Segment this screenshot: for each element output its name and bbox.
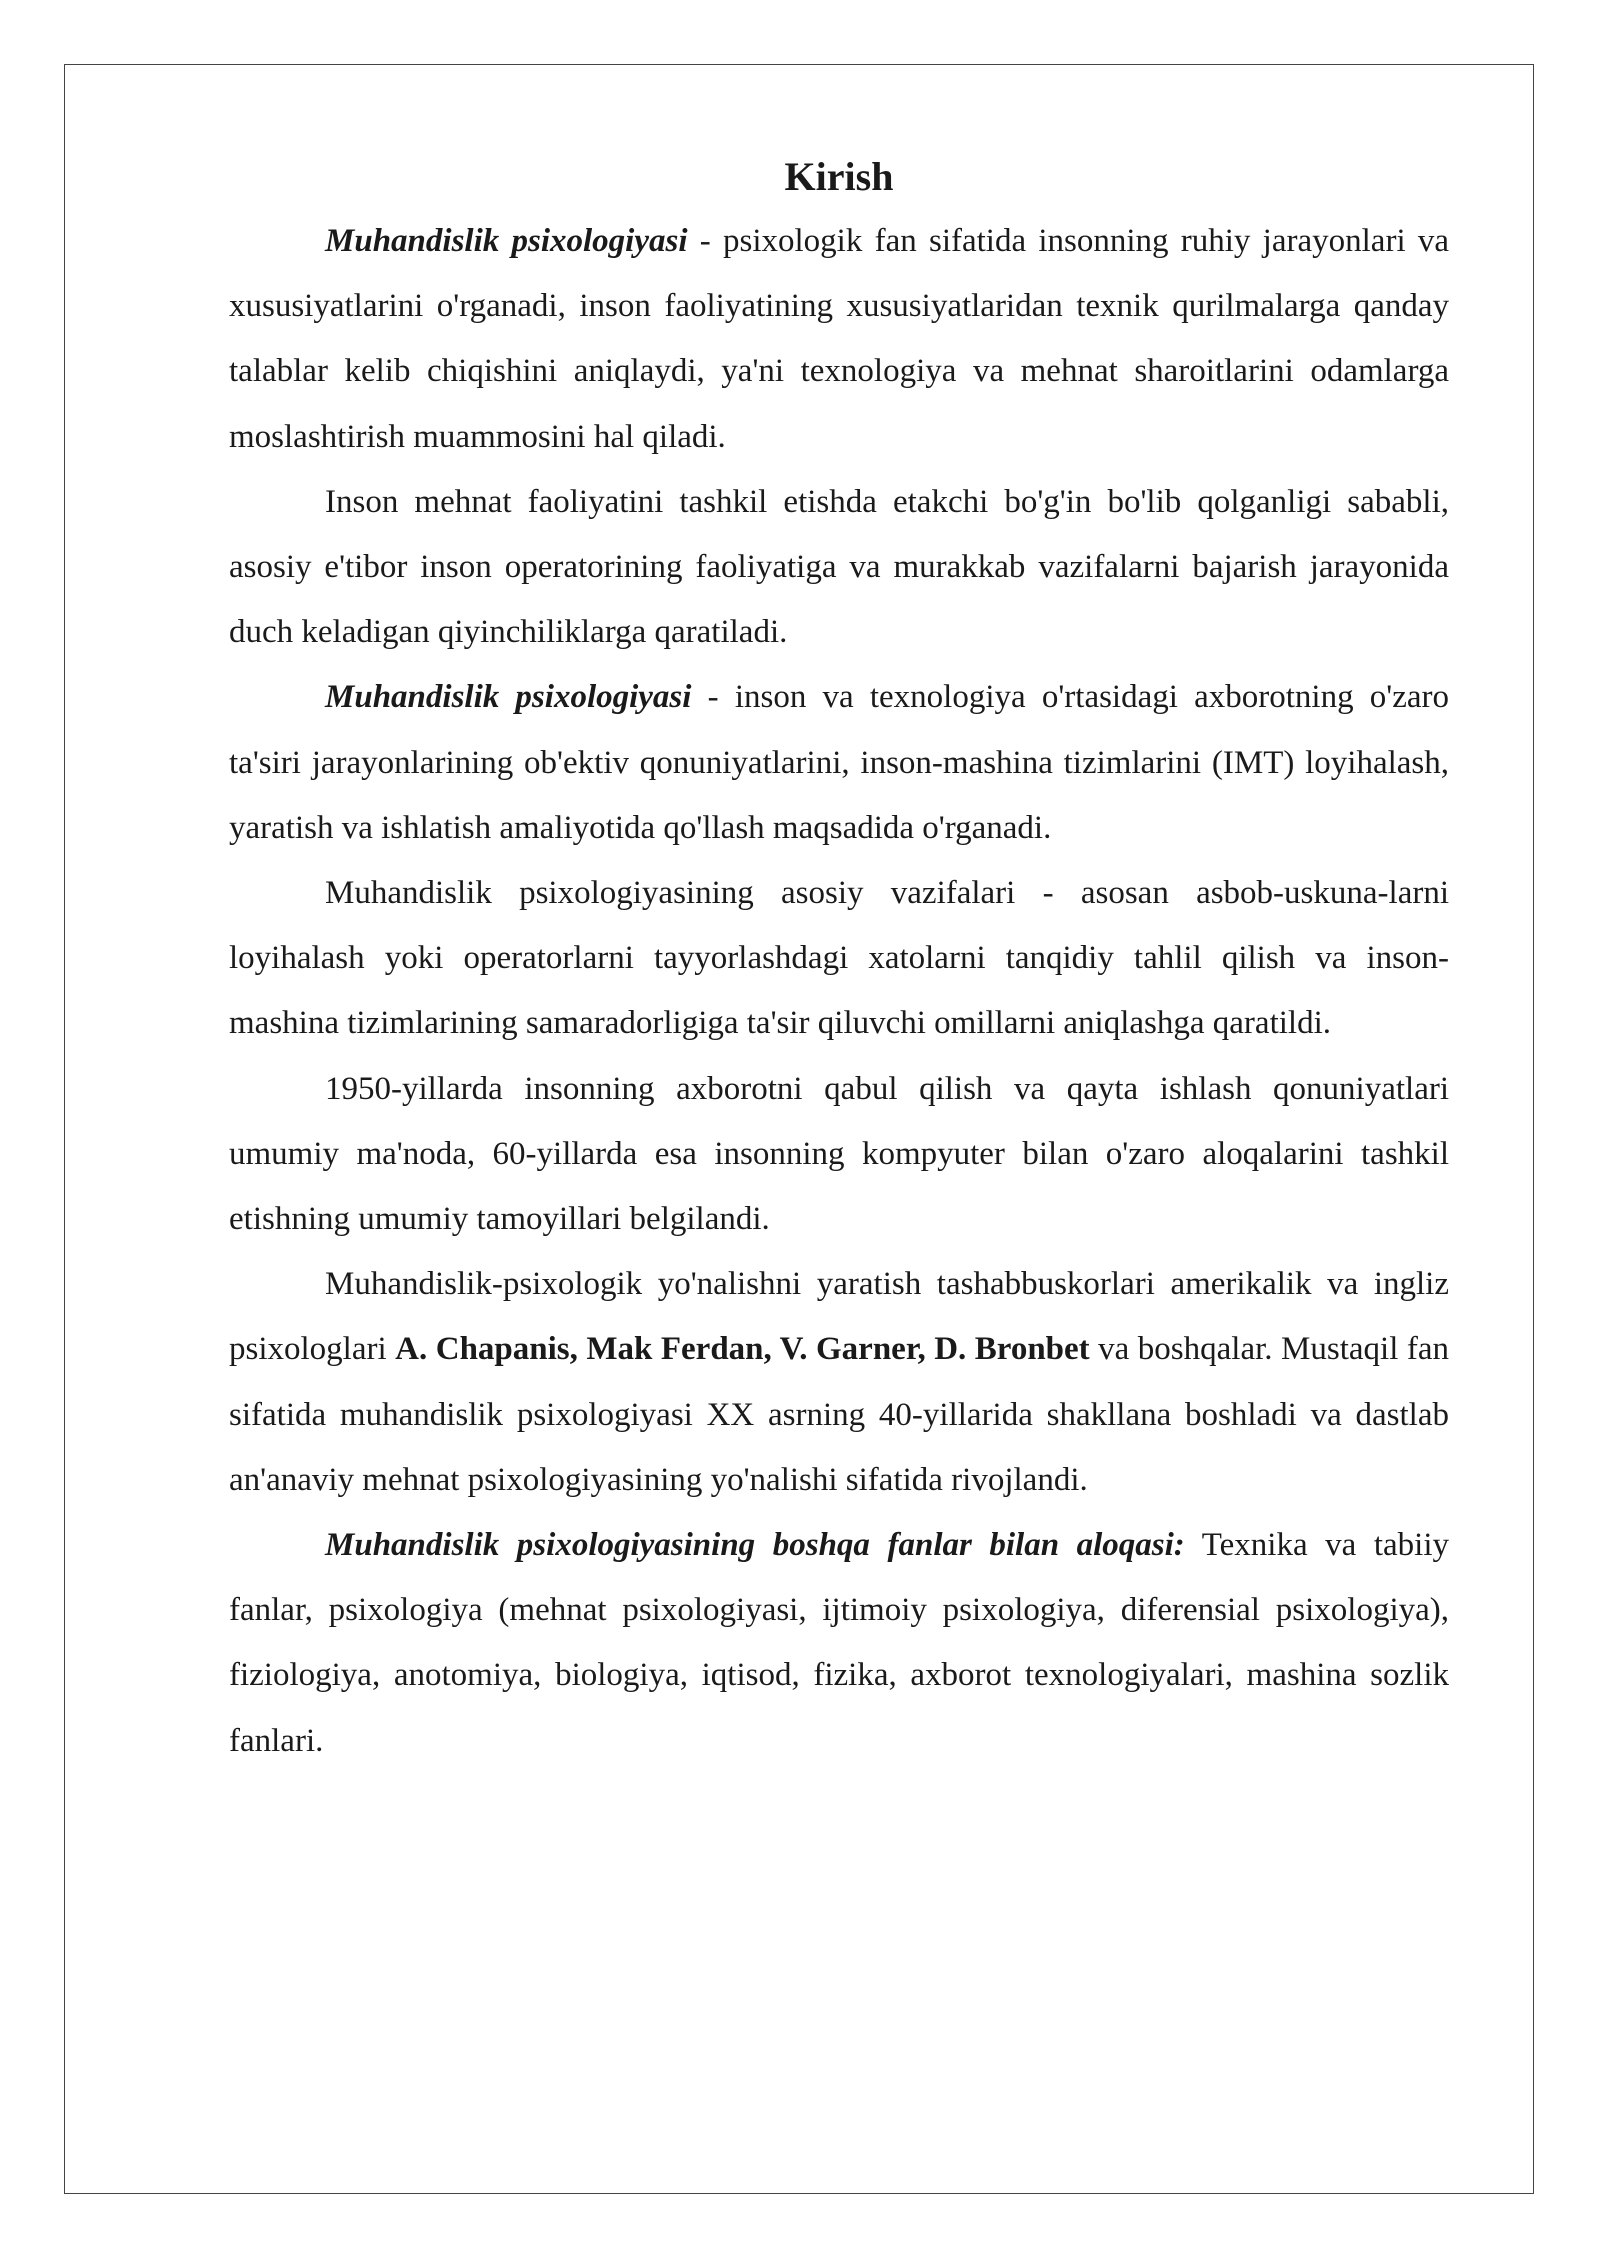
paragraph-text: - inson va texnologiya o'rtasidagi axborotning o'zaro ta'siri jarayonlarining ob'ektiv qonuniyatlarini, inson-mashina tizimlarini (IMT) loyihalash, yaratish va ishlatish amaliyotida qo'llash maqsadida o'rganadi. (229, 679, 1449, 846)
paragraph-text: Texnika va tabiiy fanlar, psixologiya (mehnat psixologiyasi, ijtimoiy psixologiya, diferensial psixologiya), fiziologiya, anotomiya, biologiya, iqtisod, fizika, axborot texnologiyalari, mashina sozlik fanlari. (229, 1527, 1449, 1759)
term-bold-italic: Muhandislik psixologiyasining boshqa fanlar bilan aloqasi: (325, 1527, 1185, 1564)
paragraph-7 (229, 1513, 1449, 1774)
paragraph-4: Muhandislik psixologiyasining asosiy vazifalari - asosan asbob-uskuna-larni loyihalash yoki operatorlarni tayyorlashdagi xatolarni tanqidiy tahlil qilish va inson-mashina tizimlarining samaradorligiga ta'sir qiluvchi omillarni aniqlashga qaratildi. (229, 875, 1449, 1042)
paragraph-6 (229, 1252, 1449, 1513)
author-names: A. Chapanis, Mak Ferdan, V. Garner, D. Bronbet (395, 1331, 1090, 1368)
paragraph-text: va boshqalar. Mustaqil fan sifatida muhandislik psixologiyasi XX asrning 40-yillarida shakllana boshladi va dastlab an'anaviy mehnat psixologiyasining yo'nalishi sifatida rivojlandi. (229, 1331, 1449, 1498)
paragraph-5: 1950-yillarda insonning axborotni qabul qilish va qayta ishlash qonuniyatlari umumiy ma'noda, 60-yillarda esa insonning kompyuter bilan o'zaro aloqalarini tashkil etishning umumiy tamoyillari belgilandi. (229, 1070, 1449, 1238)
paragraph-text: Muhandislik-psixologik yo'nalishni yaratish tashabbuskorlari amerikalik va ingliz psixologlari (229, 1266, 1449, 1368)
paragraph-2: Inson mehnat faoliyatini tashkil etishda etakchi bo'g'in bo'lib qolganligi sababli, asosiy e'tibor inson operatorining faoliyatiga va murakkab vazifalarni bajarish jarayonida duch keladigan qiyinchiliklarga qaratiladi. (229, 483, 1449, 651)
paragraph-text: - psixologik fan sifatida insonning ruhiy jarayonlari va xususiyatlarini o'rganadi, inson faoliyatining xususiyatlaridan texnik qurilmalarga qanday talablar kelib chiqishini aniqlaydi, ya'ni texnologiya va mehnat sharoitlarini odamlarga moslashtirish muammosini hal qiladi. (229, 223, 1450, 455)
document-body (229, 145, 1449, 1774)
paragraph-3 (229, 665, 1449, 861)
paragraph-1 (229, 209, 1449, 470)
document-title: Kirish (784, 154, 894, 199)
term-bold-italic: Muhandislik psixologiyasi (325, 679, 692, 716)
term-bold-italic: Muhandislik psixologiyasi (325, 223, 688, 259)
